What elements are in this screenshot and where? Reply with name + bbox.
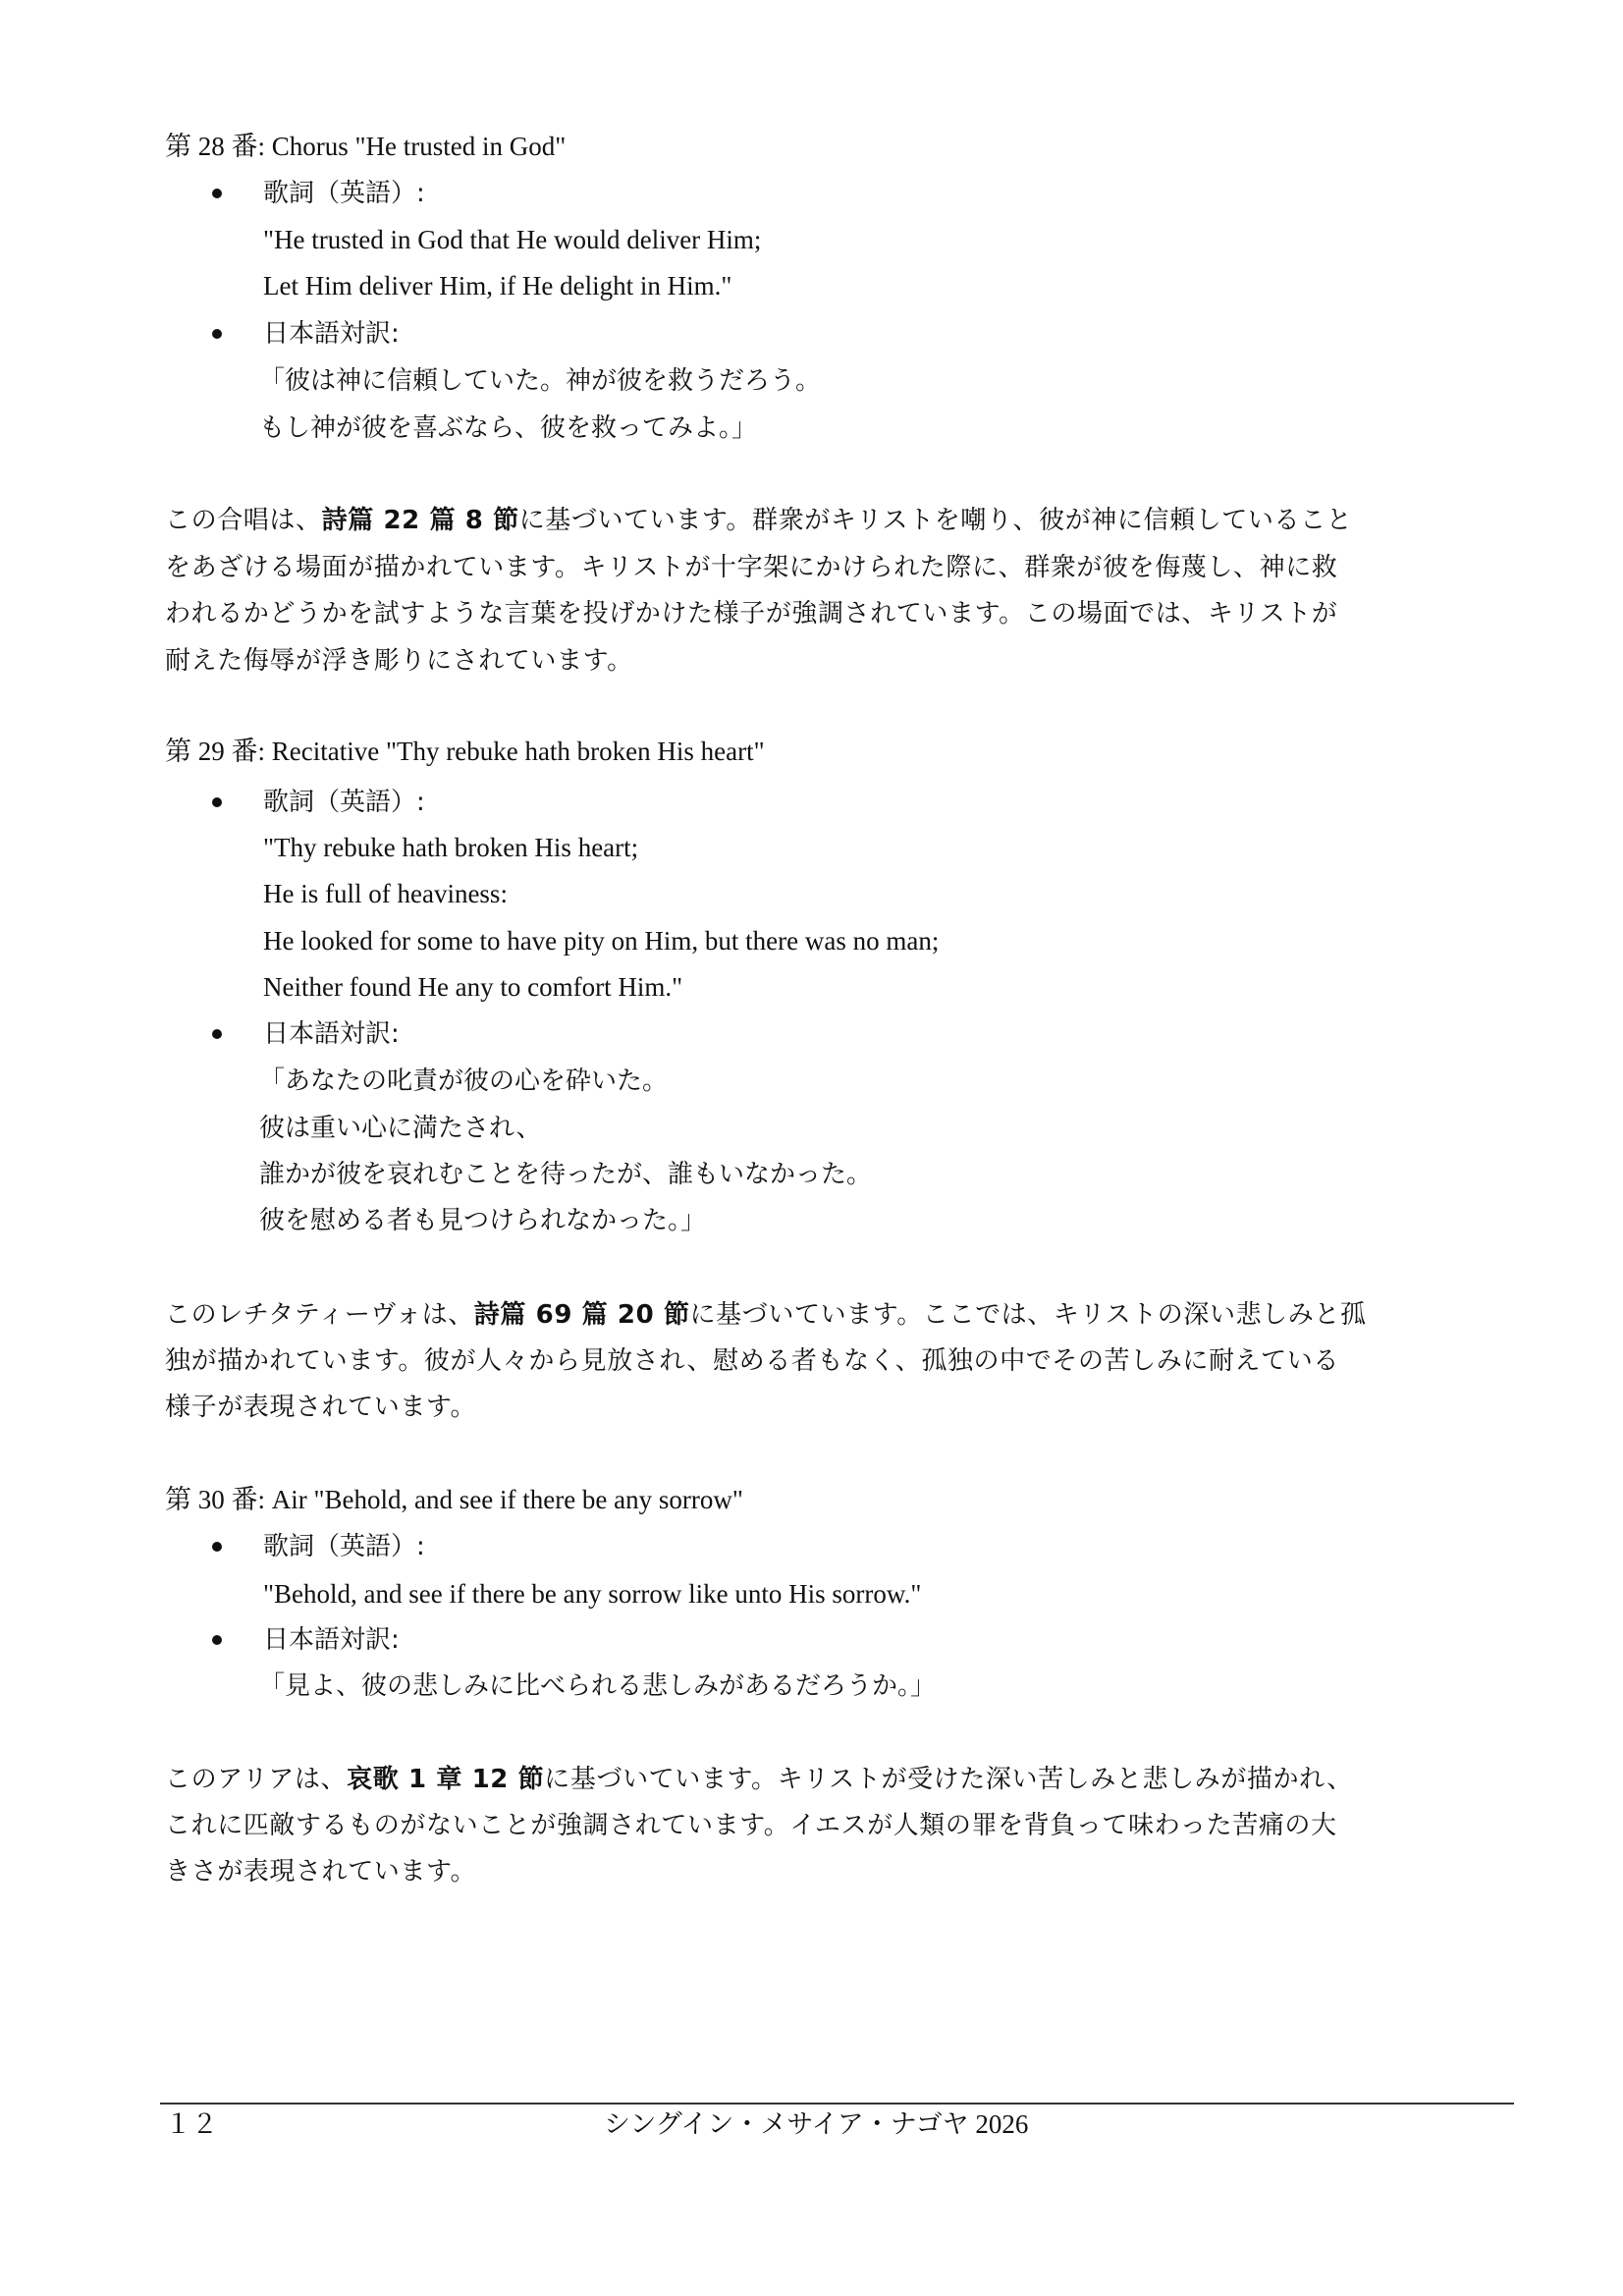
lyrics-label: 歌詞（英語）: [263, 179, 425, 208]
heading-title: Air "Behold, and see if there be any sorrow" [271, 1485, 743, 1514]
translation-line: 彼を慰める者も見つけられなかった。」 [259, 1206, 707, 1234]
commentary-text: きさが表現されています。 [165, 1857, 477, 1886]
bullet-icon [212, 1029, 222, 1039]
translation-label: 日本語対訳: [263, 1019, 400, 1049]
translation-label: 日本語対訳: [263, 319, 400, 349]
heading-title: Chorus "He trusted in God" [271, 132, 567, 161]
translation-line: 誰かが彼を哀れむことを待ったが、誰もいなかった。 [259, 1160, 873, 1188]
footer-divider [160, 2103, 1514, 2105]
bullet-icon [212, 329, 222, 339]
commentary-text: 耐えた侮辱が浮き彫りにされています。 [165, 646, 633, 676]
translation-line: もし神が彼を喜ぶなら、彼を救ってみよ。」 [259, 413, 758, 442]
commentary-text: をあざける場面が描かれています。キリストが十字架にかけられた際に、群衆が彼を侮蔑し、神に救 [165, 553, 1338, 582]
lyric-line: "Behold, and see if there be any sorrow like unto His sorrow." [263, 1579, 922, 1609]
scripture-reference: 哀歌 1 章 12 節 [347, 1765, 545, 1794]
lyric-line: He looked for some to have pity on Him, but there was no man; [263, 926, 940, 956]
lyric-line: "Thy rebuke hath broken His heart; [263, 833, 639, 862]
heading-number: 第 28 番: [165, 132, 272, 161]
page-number: １２ [165, 2109, 218, 2139]
translation-line: 「あなたの叱責が彼の心を砕いた。 [259, 1066, 669, 1095]
lyrics-label: 歌詞（英語）: [263, 1532, 425, 1561]
lyrics-label: 歌詞（英語）: [263, 788, 425, 817]
commentary-text: 独が描かれています。彼が人々から見放され、慰める者もなく、孤独の中でその苦しみに耐えている [165, 1346, 1339, 1376]
section-heading [165, 738, 765, 765]
footer-title: シングイン・メサイア・ナゴヤ 2026 [604, 2109, 1029, 2139]
lyric-line: He is full of heaviness: [263, 879, 508, 908]
heading-number: 第 29 番: [165, 737, 272, 766]
commentary-text: に基づいています。群衆がキリストを嘲り、彼が神に信頼していること [518, 506, 1353, 535]
commentary-text: に基づいています。ここでは、キリストの深い悲しみと孤 [689, 1300, 1367, 1330]
bullet-icon [212, 189, 222, 198]
bullet-icon [212, 1542, 222, 1552]
scripture-reference: 詩篇 22 篇 8 節 [321, 506, 519, 535]
translation-line: 「彼は神に信頼していた。神が彼を救うだろう。 [259, 366, 822, 395]
lyric-line: "He trusted in God that He would deliver Him; [263, 225, 762, 254]
lyric-line: Let Him deliver Him, if He delight in Him." [263, 271, 732, 301]
commentary-lead: このアリアは、 [165, 1765, 348, 1794]
commentary-text: 様子が表現されています。 [165, 1393, 477, 1422]
bullet-icon [212, 797, 222, 807]
section-heading [165, 1487, 743, 1513]
translation-line: 彼は重い心に満たされ、 [259, 1114, 542, 1142]
heading-title: Recitative "Thy rebuke hath broken His heart" [271, 737, 765, 766]
translation-label: 日本語対訳: [263, 1625, 400, 1655]
commentary-text: これに匹敵するものがないことが強調されています。イエスが人類の罪を背負って味わった苦痛の大 [165, 1811, 1337, 1840]
lyric-line: Neither found He any to comfort Him." [263, 972, 683, 1002]
commentary-text: われるかどうかを試すような言葉を投げかけた様子が強調されています。この場面では、キリストが [165, 599, 1338, 629]
commentary-lead: この合唱は、 [165, 506, 322, 535]
bullet-icon [212, 1635, 222, 1645]
heading-number: 第 30 番: [165, 1485, 272, 1514]
scripture-reference: 詩篇 69 篇 20 節 [473, 1300, 690, 1330]
commentary-text: に基づいています。キリストが受けた深い苦しみと悲しみが描かれ、 [544, 1765, 1353, 1794]
section-heading [165, 134, 566, 160]
commentary-lead: このレチタティーヴォは、 [165, 1300, 474, 1330]
translation-line: 「見よ、彼の悲しみに比べられる悲しみがあるだろうか。」 [259, 1671, 937, 1700]
